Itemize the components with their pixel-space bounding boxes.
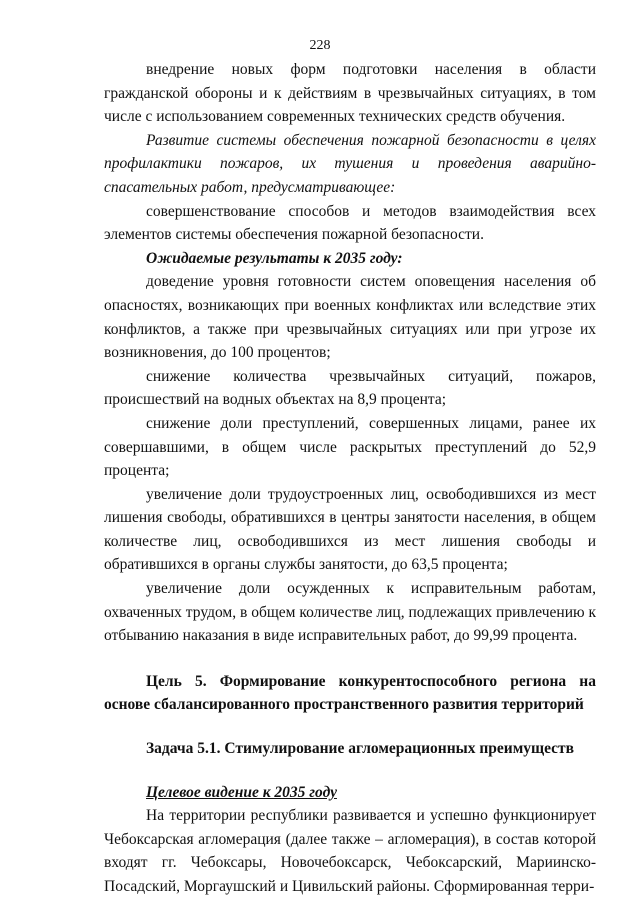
vision-heading: Целевое видение к 2035 году — [146, 783, 337, 801]
expected-results-heading: Ожидаемые результаты к 2035 году: — [146, 249, 403, 267]
paragraph: На территории республики развивается и успешно функционирует Чебоксарская агломерация (далее также – агломерация), в состав которой входят гг. Чебоксары, Новочебоксарск, Чебоксарский, Мариинско-Посадский, Моргаушский и Цивильский районы. Сформированная терри- — [104, 807, 596, 895]
result-item: увеличение доли осужденных к исправительным работам, охваченных трудом, в общем количестве лиц, подлежащих привлечению к отбыванию наказания в виде исправительных работ, до 99,99 процента. — [104, 580, 596, 645]
spacer — [104, 648, 596, 670]
spacer — [104, 717, 596, 737]
result-item: снижение доли преступлений, совершенных лицами, ранее их совершавшими, в общем числе раскрытых преступлений до 52,9 процента; — [104, 414, 596, 480]
paragraph: совершенствование способов и методов взаимодействия всех элементов системы обеспечения пожарной безопасности. — [104, 202, 596, 244]
spacer — [104, 761, 596, 781]
result-item: доведение уровня готовности систем оповещения населения об опасностях, возникающих при военных конфликтах или вследствие этих конфликтов, а также при чрезвычайных ситуациях или при угрозе их возникновения, до 100 процентов; — [104, 273, 596, 362]
task-heading: Задача 5.1. Стимулирование агломерационных преимуществ — [146, 740, 575, 758]
result-item: снижение количества чрезвычайных ситуаций, пожаров, происшествий на водных объектах на 8,9 процента; — [104, 367, 596, 409]
result-item: увеличение доли трудоустроенных лиц, освободившихся из мест лишения свободы, обратившихся в центры занятости населения, в общем количестве лиц, освободившихся из мест лишения свободы и обратившихся в органы службы занятости, до 63,5 процента; — [104, 485, 596, 574]
goal-heading: Цель 5. Формирование конкурентоспособного региона на основе сбалансированного пространственного развития территорий — [104, 672, 596, 714]
document-body — [104, 58, 596, 899]
page-number: 228 — [309, 38, 331, 53]
paragraph: внедрение новых форм подготовки населения в области гражданской обороны и к действиям в чрезвычайных ситуациях, в том числе с использованием современных технических средств обучения. — [104, 61, 596, 126]
paragraph-italic: Развитие системы обеспечения пожарной безопасности в целях профилактики пожаров, их тушения и проведения аварийно-спасательных работ, предусматривающее: — [104, 131, 596, 196]
